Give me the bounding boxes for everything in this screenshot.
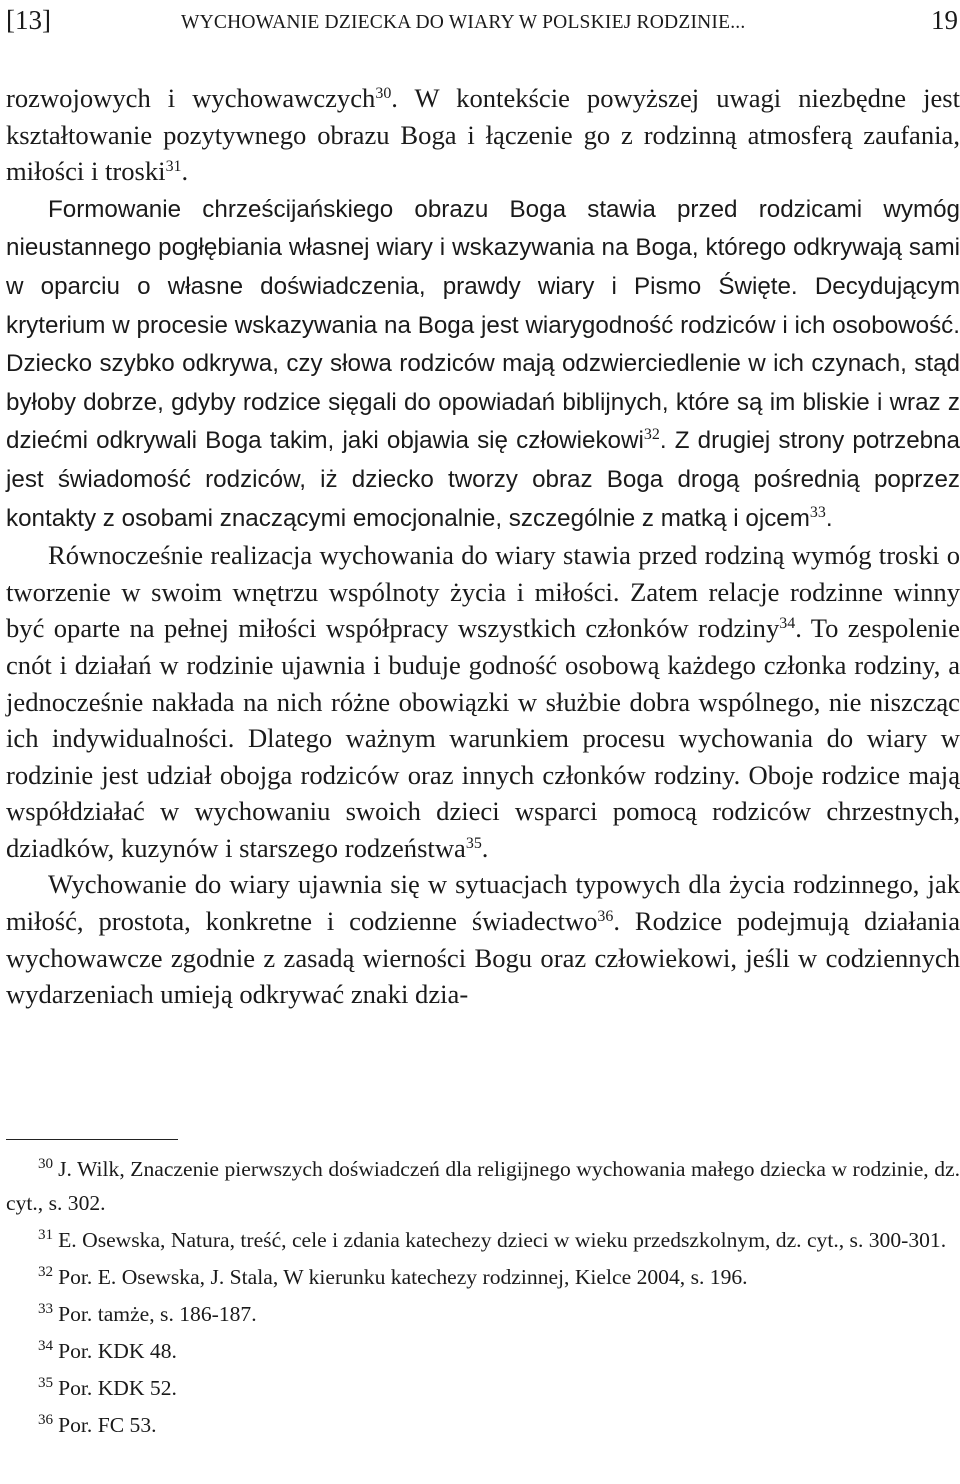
footnote-text: Por. tamże, s. 186-187. (58, 1302, 257, 1326)
footnote-reference: 33 (809, 503, 826, 521)
footnote: 31 E. Osewska, Natura, treść, cele i zdania katechezy dzieci w wieku przedszkolnym, dz. cyt., s. 300-301. (38, 1227, 947, 1252)
text-run: . (825, 504, 833, 532)
running-title: WYCHOWANIE DZIECKA DO WIARY W POLSKIEJ RODZINIE... (181, 12, 746, 33)
page-number: 19 (931, 5, 958, 35)
footnote-reference: 34 (779, 615, 796, 633)
text-run: Formowanie chrześcijańskiego obrazu Boga stawia przed rodzicami wymóg nieustannego pogłębiania własnej wiary i wskazywania na Boga, którego odkrywają sami w oparciu o własne doświadczenia, prawdy wiary i Pismo Święte. Decydującym kryterium w procesie wskazywania na Boga jest wiarygodność rodziców i ich osobowość. Dziecko szybko odkrywa, czy słowa rodziców mają odzwierciedlenie w ich czynach, stąd byłoby dobrze, gdyby rodzice sięgali do opowiadań biblijnych, które są im bliskie i wraz z dziećmi odkrywali Boga takim, jaki objawia się człowiekowi (6, 195, 960, 455)
footnote-reference: 30 (375, 85, 392, 103)
footnote-divider (6, 1139, 178, 1140)
footnote-reference: 36 (597, 908, 614, 926)
footnotes (6, 1152, 960, 1445)
footnote-reference: 32 (643, 426, 660, 444)
text-run: . W kontekście powyższej uwagi niezbędne jest kształtowanie pozytywnego obrazu Boga i łączenie go z rodzinną atmosferą zaufania, miłości i troski (6, 83, 960, 187)
document-page (6, 0, 960, 1484)
text-run: Równocześnie realizacja wychowania do wiary stawia przed rodziną wymóg troski o tworzenie w swoim wnętrzu wspólnoty życia i miłości. Zatem relacje rodzinne winny być oparte na pełnej miłości współpracy wszystkich członków rodziny (6, 540, 960, 644)
text-run: . Z drugiej strony potrzebna jest świadomość rodziców, iż dziecko tworzy obraz Boga drogą pośrednią poprzez kontakty z osobami znaczącymi emocjonalnie, szczególnie z matką i ojcem (6, 427, 960, 532)
body-text (6, 80, 960, 1013)
paragraph (6, 866, 960, 1012)
text-run: . (481, 832, 489, 863)
footnote-text: Por. FC 53. (58, 1413, 157, 1437)
paragraph (6, 80, 960, 190)
footnote-text: Por. KDK 52. (58, 1376, 177, 1400)
footnote-text: Por. KDK 48. (58, 1339, 177, 1363)
footnote: 34 Por. KDK 48. (38, 1338, 177, 1363)
running-header (6, 3, 960, 43)
footnote-text: J. Wilk, Znaczenie pierwszych doświadczeń dla religijnego wychowania małego dziecka w rodzinie, dz. cyt., s. 302. (6, 1157, 960, 1215)
footnote: 32 Por. E. Osewska, J. Stala, W kierunku katechezy rodzinnej, Kielce 2004, s. 196. (38, 1264, 748, 1289)
paragraph (6, 537, 960, 866)
footnote: 36 Por. FC 53. (38, 1412, 157, 1437)
footnote: 30 J. Wilk, Znaczenie pierwszych doświadczeń dla religijnego wychowania małego dziecka w rodzinie, dz. cyt., s. 302. (6, 1156, 960, 1215)
text-run: rozwojowych i wychowawczych (6, 83, 376, 113)
footnote: 33 Por. tamże, s. 186-187. (38, 1301, 257, 1326)
section-number: [13] (6, 5, 51, 35)
footnote: 35 Por. KDK 52. (38, 1375, 177, 1400)
text-run: . (181, 156, 189, 187)
footnote-text: Por. E. Osewska, J. Stala, W kierunku katechezy rodzinnej, Kielce 2004, s. 196. (58, 1265, 748, 1289)
text-run: Wychowanie do wiary ujawnia się w sytuacjach typowych dla życia rodzinnego, jak miłość, prostota, konkretne i codzienne świadectwo (6, 869, 960, 937)
footnote-reference: 35 (465, 835, 482, 853)
paragraph (6, 190, 960, 537)
text-run: . To zespolenie cnót i działań w rodzinie ujawnia i buduje godność osobową każdego członka rodziny, a jednocześnie nakłada na nich różne obowiązki w służbie dobra wspólnego, nie niszcząc ich indywidualności. Dlatego ważnym warunkiem procesu wychowania do wiary w rodzinie jest udział obojga rodziców oraz innych członków rodziny. Oboje rodzice mają współdziałać w wychowaniu swoich dzieci wsparci pomocą rodziców chrzestnych, dziadków, kuzynów i starszego rodzeństwa (6, 613, 960, 863)
footnote-text: E. Osewska, Natura, treść, cele i zdania katechezy dzieci w wieku przedszkolnym, dz. cyt., s. 300-301. (58, 1228, 947, 1252)
text-run: . Rodzice podejmują działania wychowawcze zgodnie z zasadą wierności Bogu oraz człowiekowi, jeśli w codziennych wydarzeniach umieją odkrywać znaki dzia- (6, 906, 960, 1010)
footnote-reference: 31 (165, 158, 182, 176)
